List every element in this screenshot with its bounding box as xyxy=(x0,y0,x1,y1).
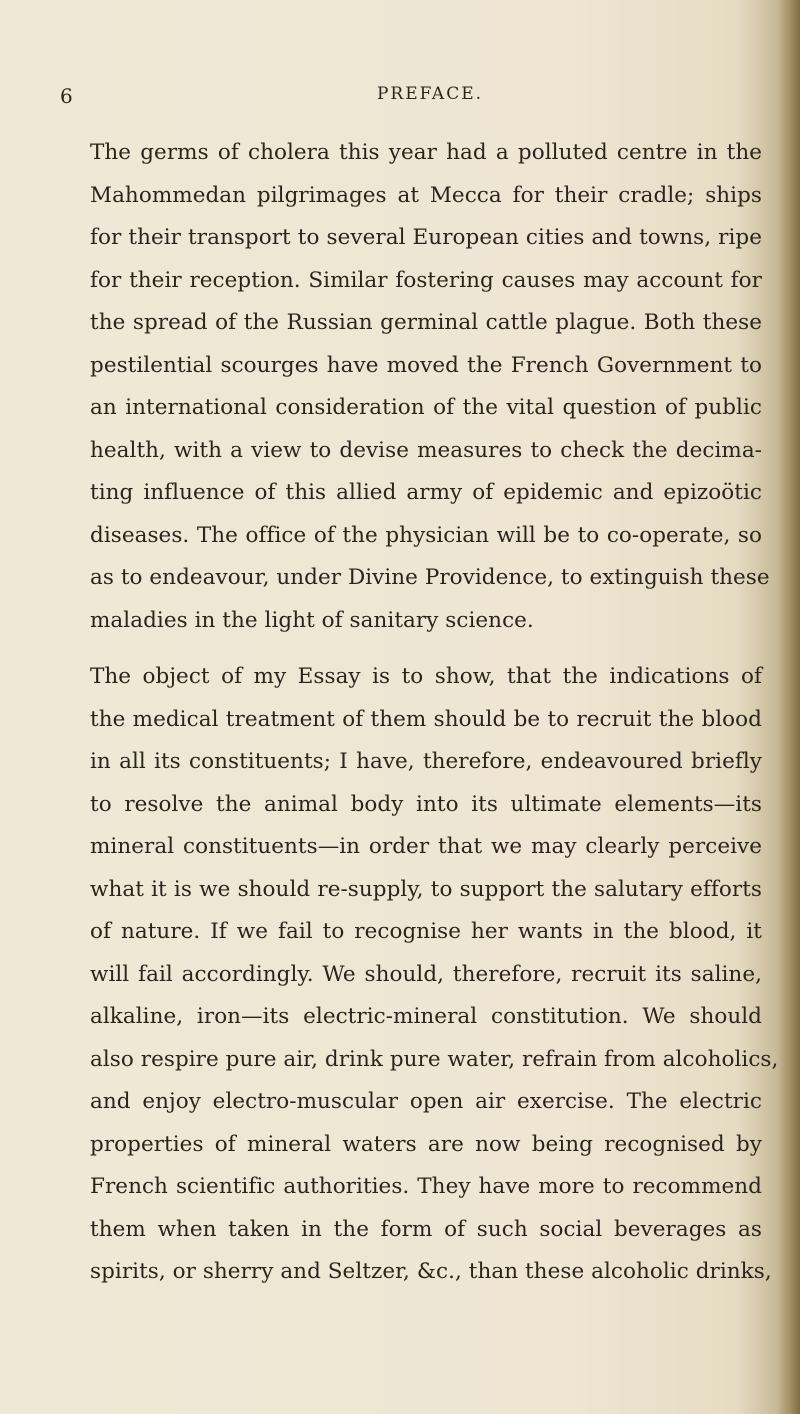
paragraph-2 xyxy=(90,656,779,1294)
text-line: maladies in the light of sanitary science. xyxy=(90,607,534,633)
text-line: Mahommedan pilgrimages at Mecca for their cradle; ships xyxy=(90,182,762,208)
text-line: health, with a view to devise measures to check the decima- xyxy=(90,437,762,463)
text-line: of nature. If we fail to recognise her wants in the blood, it xyxy=(90,919,762,944)
text-line: as to endeavour, under Divine Providence, to extinguish these xyxy=(90,565,770,590)
text-line: pestilential scourges have moved the French Government to xyxy=(90,352,762,378)
text-line: in all its constituents; I have, therefore, endeavoured briefly xyxy=(90,749,762,774)
text-line: what it is we should re-supply, to support the salutary efforts xyxy=(90,876,762,902)
text-line: ting influence of this allied army of epidemic and epizoötic xyxy=(90,480,762,505)
text-line: and enjoy electro-muscular open air exercise. The electric xyxy=(90,1089,762,1114)
page-edge-shadow xyxy=(778,0,800,1414)
text-line: properties of mineral waters are now being recognised by xyxy=(90,1131,762,1157)
text-line: an international consideration of the vital question of public xyxy=(90,395,762,420)
page-number: 6 xyxy=(60,84,74,108)
text-line: to resolve the animal body into its ultimate elements—its xyxy=(90,791,762,817)
body-text xyxy=(90,132,779,1294)
paragraph-1 xyxy=(90,132,770,642)
text-line: The object of my Essay is to show, that the indications of xyxy=(90,664,762,689)
text-line: French scientific authorities. They have more to recommend xyxy=(90,1174,762,1199)
text-line: for their transport to several European cities and towns, ripe xyxy=(90,225,762,250)
text-line: them when taken in the form of such social beverages as xyxy=(90,1216,762,1242)
text-line: mineral constituents—in order that we may clearly perceive xyxy=(90,834,762,859)
text-line: alkaline, iron—its electric-mineral constitution. We should xyxy=(90,1004,762,1029)
text-line: the spread of the Russian germinal cattle plague. Both these xyxy=(90,310,762,335)
text-line: diseases. The office of the physician will be to co-operate, so xyxy=(90,522,762,548)
text-line: for their reception. Similar fostering causes may account for xyxy=(90,267,762,293)
running-head-title: PREFACE. xyxy=(376,84,484,104)
text-line: will fail accordingly. We should, therefore, recruit its saline, xyxy=(90,961,762,987)
text-line: also respire pure air, drink pure water, refrain from alcoholics, xyxy=(90,1046,779,1072)
running-head xyxy=(60,84,760,114)
text-line: the medical treatment of them should be to recruit the blood xyxy=(90,706,762,732)
paragraph-gap xyxy=(90,642,762,656)
text-line: spirits, or sherry and Seltzer, &c., than these alcoholic drinks, xyxy=(90,1259,772,1284)
text-line: The germs of cholera this year had a polluted centre in the xyxy=(90,140,762,165)
